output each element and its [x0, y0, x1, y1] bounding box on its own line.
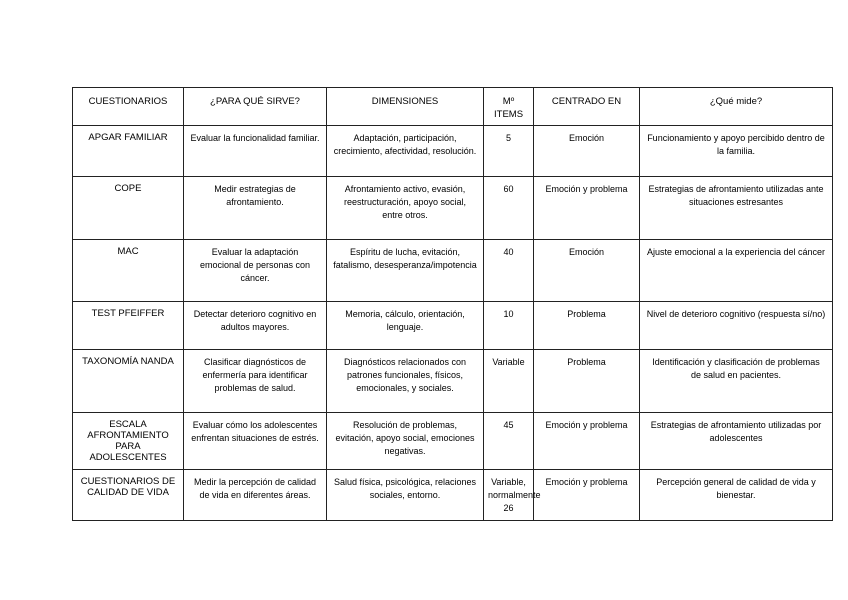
- cell-focus: Emoción y problema: [534, 177, 640, 240]
- header-row: [73, 88, 833, 126]
- header-dimensiones: DIMENSIONES: [327, 88, 484, 126]
- cell-measures: Identificación y clasificación de problemas de salud en pacientes.: [640, 350, 833, 413]
- cell-items: Variable, normalmente 26: [484, 470, 534, 521]
- table-row: [73, 240, 833, 302]
- cell-purpose: Medir la percepción de calidad de vida en diferentes áreas.: [184, 470, 327, 521]
- table-row: [73, 413, 833, 470]
- cell-dimensions: Resolución de problemas, evitación, apoyo social, emociones negativas.: [327, 413, 484, 470]
- cell-measures: Percepción general de calidad de vida y bienestar.: [640, 470, 833, 521]
- cell-name: ESCALA AFRONTAMIENTO PARA ADOLESCENTES: [73, 413, 184, 470]
- header-centrado-en: CENTRADO EN: [534, 88, 640, 126]
- cell-measures: Funcionamiento y apoyo percibido dentro de la familia.: [640, 126, 833, 177]
- cell-focus: Problema: [534, 302, 640, 350]
- header-items: Mº ITEMS: [484, 88, 534, 126]
- cell-purpose: Evaluar cómo los adolescentes enfrentan situaciones de estrés.: [184, 413, 327, 470]
- cell-focus: Problema: [534, 350, 640, 413]
- cell-measures: Estrategias de afrontamiento utilizadas ante situaciones estresantes: [640, 177, 833, 240]
- cell-purpose: Detectar deterioro cognitivo en adultos mayores.: [184, 302, 327, 350]
- cell-items: 45: [484, 413, 534, 470]
- cell-name: TAXONOMÍA NANDA: [73, 350, 184, 413]
- cell-focus: Emoción y problema: [534, 470, 640, 521]
- cell-name: COPE: [73, 177, 184, 240]
- cell-purpose: Evaluar la adaptación emocional de personas con cáncer.: [184, 240, 327, 302]
- header-cuestionarios: CUESTIONARIOS: [73, 88, 184, 126]
- questionnaire-table: [72, 87, 833, 521]
- cell-name: CUESTIONARIOS DE CALIDAD DE VIDA: [73, 470, 184, 521]
- cell-focus: Emoción: [534, 240, 640, 302]
- header-para-que-sirve: ¿PARA QUÉ SIRVE?: [184, 88, 327, 126]
- cell-items: 60: [484, 177, 534, 240]
- cell-items: Variable: [484, 350, 534, 413]
- cell-measures: Estrategias de afrontamiento utilizadas por adolescentes: [640, 413, 833, 470]
- table-row: [73, 177, 833, 240]
- cell-dimensions: Espíritu de lucha, evitación, fatalismo, desesperanza/impotencia: [327, 240, 484, 302]
- cell-purpose: Clasificar diagnósticos de enfermería para identificar problemas de salud.: [184, 350, 327, 413]
- cell-dimensions: Adaptación, participación, crecimiento, afectividad, resolución.: [327, 126, 484, 177]
- cell-measures: Nivel de deterioro cognitivo (respuesta sí/no): [640, 302, 833, 350]
- cell-items: 10: [484, 302, 534, 350]
- cell-name: APGAR FAMILIAR: [73, 126, 184, 177]
- cell-items: 40: [484, 240, 534, 302]
- cell-purpose: Evaluar la funcionalidad familiar.: [184, 126, 327, 177]
- cell-dimensions: Memoria, cálculo, orientación, lenguaje.: [327, 302, 484, 350]
- cell-dimensions: Afrontamiento activo, evasión, reestructuración, apoyo social, entre otros.: [327, 177, 484, 240]
- cell-focus: Emoción y problema: [534, 413, 640, 470]
- cell-measures: Ajuste emocional a la experiencia del cáncer: [640, 240, 833, 302]
- cell-dimensions: Diagnósticos relacionados con patrones funcionales, físicos, emocionales, y sociales.: [327, 350, 484, 413]
- table-row: [73, 470, 833, 521]
- table-row: [73, 126, 833, 177]
- header-que-mide: ¿Qué mide?: [640, 88, 833, 126]
- table-row: [73, 350, 833, 413]
- cell-purpose: Medir estrategias de afrontamiento.: [184, 177, 327, 240]
- cell-focus: Emoción: [534, 126, 640, 177]
- cell-name: TEST PFEIFFER: [73, 302, 184, 350]
- cell-name: MAC: [73, 240, 184, 302]
- table-row: [73, 302, 833, 350]
- cell-dimensions: Salud física, psicológica, relaciones sociales, entorno.: [327, 470, 484, 521]
- cell-items: 5: [484, 126, 534, 177]
